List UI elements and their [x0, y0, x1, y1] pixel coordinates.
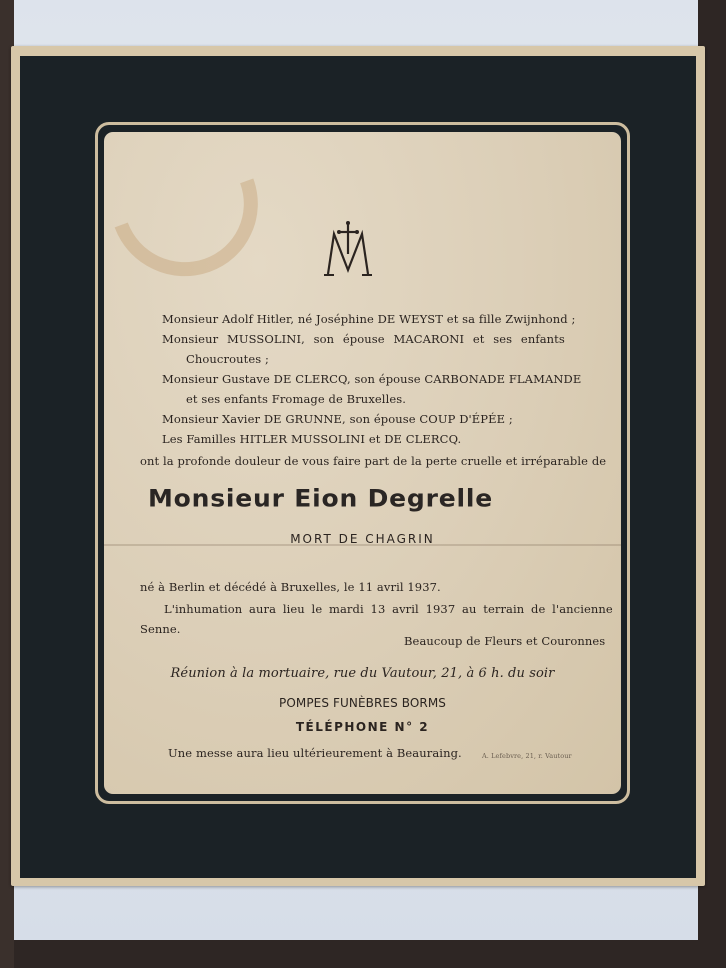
family-line-5: et ses enfants Fromage de Bruxelles.: [186, 392, 407, 406]
family-line-4: Monsieur Gustave DE CLERCQ, son épouse CARBONADE FLAMANDE: [162, 372, 582, 386]
cause-of-death: MORT DE CHAGRIN: [290, 532, 435, 546]
family-line-7: Les Familles HITLER MUSSOLINI et DE CLERCQ.: [162, 432, 462, 446]
burial-line-1: L'inhumation aura lieu le mardi 13 avril 1937 au terrain de l'ancienne: [164, 602, 613, 616]
flowers-line: Beaucoup de Fleurs et Couronnes: [404, 634, 606, 648]
family-line-1: Monsieur Adolf Hitler, né Joséphine DE WEYST et sa fille Zwijnhond ;: [162, 312, 576, 326]
mass-line: Une messe aura lieu ultérieurement à Beauraing.: [168, 746, 462, 760]
telephone: TÉLÉPHONE N° 2: [295, 720, 430, 734]
family-line-2: Monsieur MUSSOLINI, son épouse MACARONI et ses enfants: [162, 332, 565, 346]
printer-credit: A. Lefebvre, 21, r. Vautour: [482, 752, 572, 760]
marian-monogram-icon: [318, 220, 378, 278]
deceased-name: Monsieur Eion Degrelle: [148, 484, 493, 513]
funeral-home: POMPES FUNÈBRES BORMS: [279, 696, 446, 710]
text-panel: [104, 132, 621, 794]
burial-line-2: Senne.: [140, 622, 181, 636]
family-line-3: Choucroutes ;: [186, 352, 269, 366]
inner-frame: [95, 122, 630, 804]
funeral-notice-paper: [11, 46, 705, 886]
reunion-line: Réunion à la mortuaire, rue du Vautour, 21, à 6 h. du soir: [170, 666, 555, 681]
birth-death-line: né à Berlin et décédé à Bruxelles, le 11 avril 1937.: [140, 580, 441, 594]
announcement-line: ont la profonde douleur de vous faire part de la perte cruelle et irréparable de: [140, 454, 607, 468]
family-line-6: Monsieur Xavier DE GRUNNE, son épouse COUP D'ÉPÉE ;: [162, 412, 513, 426]
